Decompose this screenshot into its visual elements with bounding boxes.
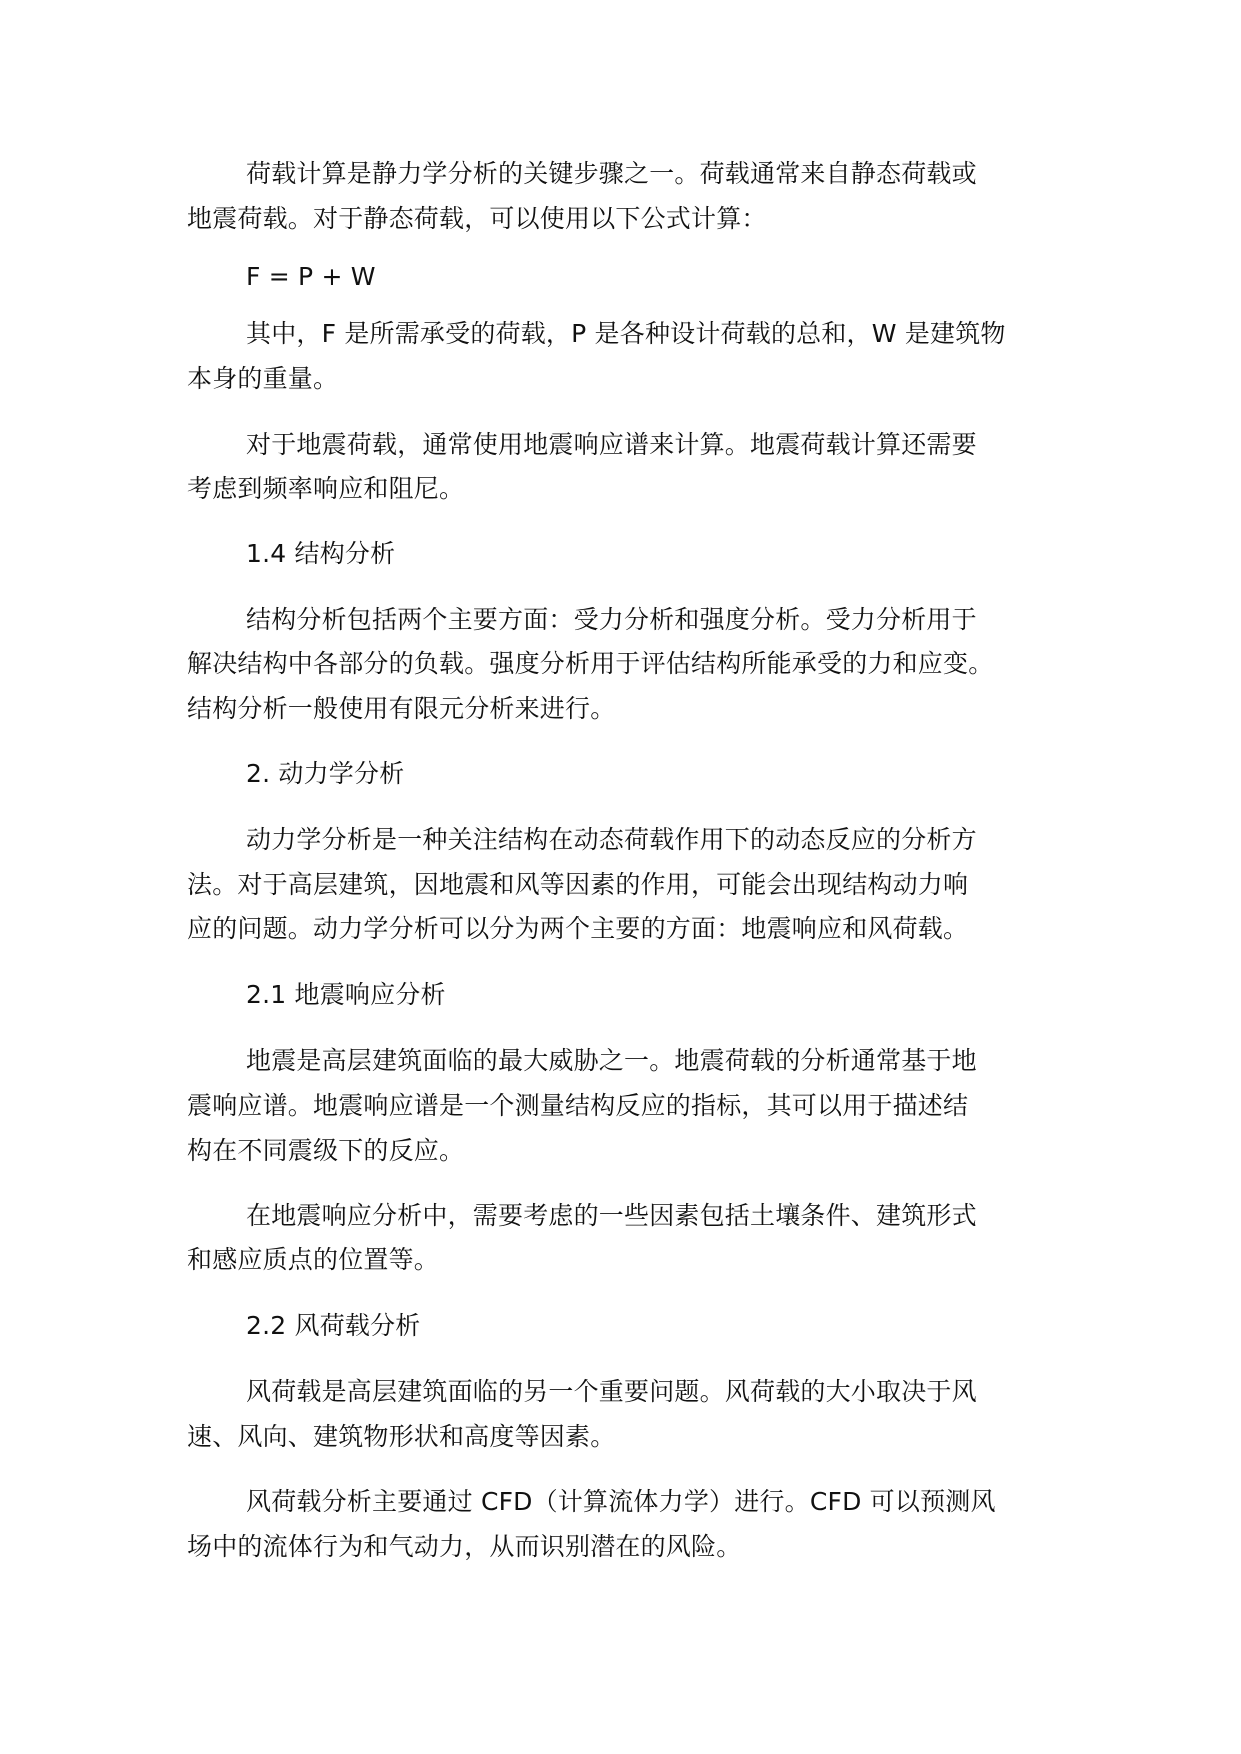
para-structural-analysis-line-2: 解决结构中各部分的负载。强度分析用于评估结构所能承受的力和应变。 — [187, 649, 994, 678]
para-seismic-response-line-1: 地震是高层建筑面临的最大威胁之一。地震荷载的分析通常基于地 — [246, 1046, 977, 1075]
para-cfd-line-2: 场中的流体行为和气动力，从而识别潜在的风险。 — [187, 1532, 742, 1561]
para-formula-explain-line-1: 其中，F 是所需承受的荷载，P 是各种设计荷载的总和，W 是建筑物 — [246, 319, 1006, 348]
para-dynamics-line-3: 应的问题。动力学分析可以分为两个主要的方面：地震响应和风荷载。 — [187, 914, 969, 943]
para-seismic-load-line-2: 考虑到频率响应和阻尼。 — [187, 474, 465, 503]
para-wind-load-line-2: 速、风向、建筑物形状和高度等因素。 — [187, 1422, 616, 1451]
formula-line: F = P + W — [246, 262, 376, 291]
para-wind-load-line-1: 风荷载是高层建筑面临的另一个重要问题。风荷载的大小取决于风 — [246, 1377, 977, 1406]
para-load-calc-line-2: 地震荷载。对于静态荷载，可以使用以下公式计算： — [187, 204, 767, 233]
para-seismic-response-line-2: 震响应谱。地震响应谱是一个测量结构反应的指标，其可以用于描述结 — [187, 1091, 969, 1120]
para-structural-analysis-line-3: 结构分析一般使用有限元分析来进行。 — [187, 694, 616, 723]
section-heading-2-1: 2.1 地震响应分析 — [246, 980, 446, 1009]
para-load-calc-line-1: 荷载计算是静力学分析的关键步骤之一。荷载通常来自静态荷载或 — [246, 159, 977, 188]
para-seismic-response-line-3: 构在不同震级下的反应。 — [187, 1136, 465, 1165]
para-dynamics-line-1: 动力学分析是一种关注结构在动态荷载作用下的动态反应的分析方 — [246, 825, 977, 854]
para-dynamics-line-2: 法。对于高层建筑，因地震和风等因素的作用，可能会出现结构动力响 — [187, 870, 969, 899]
section-heading-1-4: 1.4 结构分析 — [246, 539, 396, 568]
para-seismic-factors-line-2: 和感应质点的位置等。 — [187, 1245, 440, 1274]
para-structural-analysis-line-1: 结构分析包括两个主要方面：受力分析和强度分析。受力分析用于 — [246, 605, 977, 634]
para-formula-explain-line-2: 本身的重量。 — [187, 364, 339, 393]
para-seismic-load-line-1: 对于地震荷载，通常使用地震响应谱来计算。地震荷载计算还需要 — [246, 430, 977, 459]
section-heading-2-2: 2.2 风荷载分析 — [246, 1311, 421, 1340]
section-heading-2: 2. 动力学分析 — [246, 759, 405, 788]
para-cfd-line-1: 风荷载分析主要通过 CFD（计算流体力学）进行。CFD 可以预测风 — [246, 1487, 996, 1516]
para-seismic-factors-line-1: 在地震响应分析中，需要考虑的一些因素包括土壤条件、建筑形式 — [246, 1201, 977, 1230]
